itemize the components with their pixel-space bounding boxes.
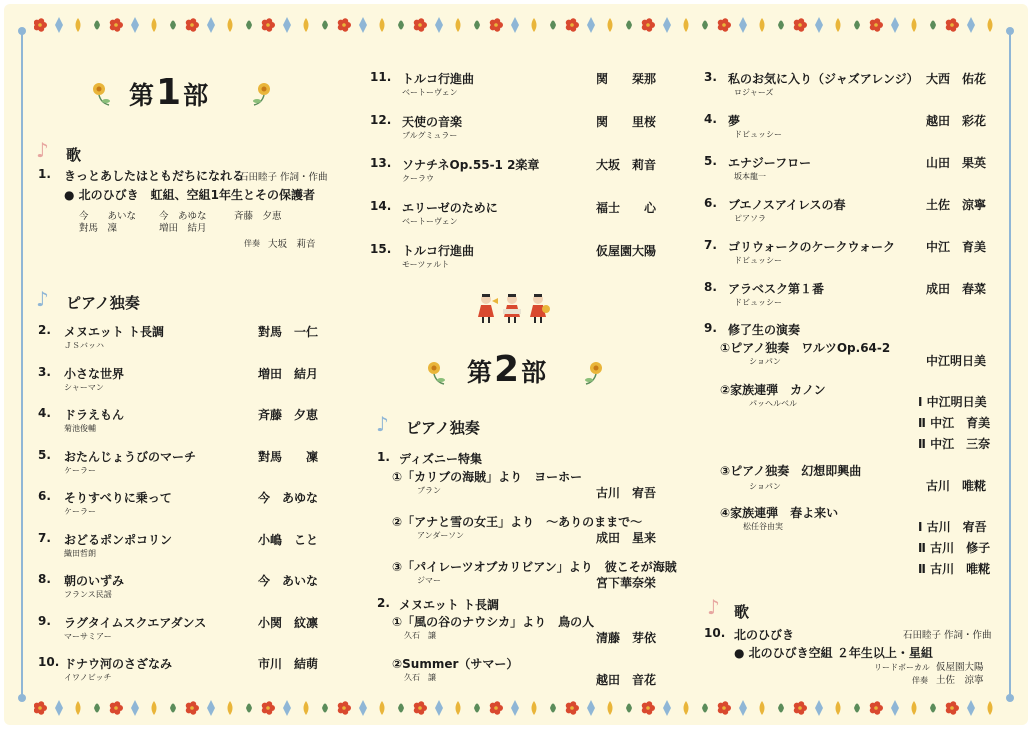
border-motif: [608, 701, 613, 715]
border-motif: [456, 701, 461, 715]
border-motif: [550, 21, 556, 30]
border-motif: [891, 17, 899, 33]
composer: 久石 譲: [404, 631, 436, 640]
right-song-heading: 歌: [734, 603, 750, 621]
border-motif: [490, 701, 503, 715]
border-motif: [532, 701, 537, 715]
marching-band-icon: [472, 287, 556, 331]
grad-number: 9.: [704, 321, 717, 335]
border-motif: [55, 700, 63, 716]
composer: ブラン: [417, 486, 441, 495]
piece-title: 天使の音楽: [402, 115, 463, 129]
border-motif: [207, 700, 215, 716]
flower-icon: [248, 79, 276, 111]
piece-title: 小さな世界: [64, 366, 125, 381]
item-number: 5.: [38, 447, 51, 462]
border-motif: [110, 18, 123, 32]
item-number: 5.: [704, 154, 717, 168]
performer: 斉藤 夕恵: [258, 408, 319, 422]
border-motif: [262, 701, 275, 715]
border-motif: [854, 704, 860, 713]
border-motif: [359, 700, 367, 716]
grad-piece-performer: Ⅰ 中江明日美: [918, 395, 987, 409]
performer: 越田 彩花: [926, 114, 987, 128]
piece-title: ②「アナと雪の女王」より ～ありのままで～: [392, 515, 643, 529]
border-motif: [912, 701, 917, 715]
piece-title: メヌエット ト長調: [64, 325, 164, 339]
border-motif: [930, 704, 936, 713]
border-motif: [912, 18, 917, 32]
border-motif: [152, 18, 157, 32]
grad-piece-title: ④家族連弾 春よ来い: [720, 506, 839, 520]
item-number: 6.: [38, 489, 51, 503]
border-motif: [663, 700, 671, 716]
composer: 織田哲朗: [64, 548, 96, 558]
composer: ロジャーズ: [734, 88, 774, 97]
border-motif: [359, 17, 367, 33]
border-motif: [739, 700, 747, 716]
border-motif: [815, 700, 823, 716]
grad-piece-title: ③ピアノ独奏 幻想即興曲: [720, 464, 862, 478]
piece-title: ゴリウォークのケークウォーク: [728, 240, 896, 254]
music-note-icon: ♪: [376, 412, 389, 436]
piece-title: トルコ行進曲: [402, 244, 475, 258]
border-motif: [398, 704, 404, 713]
border-motif: [702, 704, 708, 713]
performer: 今 あいな: [258, 574, 319, 588]
composer: ベートーヴェン: [402, 217, 458, 226]
composer: 久石 譲: [404, 673, 436, 682]
item-number: 15.: [370, 242, 392, 256]
performer: 福士 心: [596, 201, 657, 215]
performer: 関 里桜: [596, 115, 657, 129]
performer: 市川 結萌: [258, 657, 319, 671]
flower-icon: [580, 358, 608, 390]
border-motif: [152, 701, 157, 715]
grad-piece-performer: Ⅱ 古川 修子: [918, 541, 991, 555]
grad-piece-composer: ショパン: [749, 357, 781, 366]
grad-piece-composer: 松任谷由実: [743, 522, 783, 531]
piece-title: おたんじょうびのマーチ: [64, 449, 197, 464]
border-motif: [663, 17, 671, 33]
performer: 大西 佑花: [926, 72, 987, 86]
item-number: 3.: [704, 70, 717, 84]
performer: 大坂 莉音: [596, 158, 657, 172]
composer: マーサミアー: [64, 631, 112, 641]
border-motif: [760, 701, 765, 715]
grad-piece-performer: Ⅱ 古川 唯糀: [918, 562, 991, 576]
piece-title: そりすべりに乗って: [64, 491, 172, 505]
composer: モーツァルト: [402, 260, 450, 269]
composer: ケーラー: [64, 507, 96, 516]
border-motif: [815, 17, 823, 33]
border-motif: [794, 701, 807, 715]
item-number: 8.: [704, 280, 717, 294]
border-motif: [550, 704, 556, 713]
music-note-icon: ♪: [707, 595, 720, 619]
song-group: ● 北のひびき 虹組、空組1年生とその保護者: [64, 188, 315, 202]
piece-title: ソナチネOp.55-1 2楽章: [402, 158, 540, 172]
performer: 成田 星来: [596, 531, 657, 545]
right-curtain-rod: [1009, 32, 1011, 697]
music-note-icon: ♪: [36, 287, 49, 311]
border-motif: [836, 18, 841, 32]
performer: 土佐 涼寧: [926, 198, 987, 212]
part2-piano-heading: ピアノ独奏: [406, 419, 480, 437]
border-motif: [76, 701, 81, 715]
accomp-label: 伴奏: [244, 239, 260, 248]
border-motif: [170, 704, 176, 713]
border-motif: [398, 21, 404, 30]
composer: ＪＳバッハ: [64, 341, 104, 350]
piece-title: ドナウ河のさざなみ: [64, 657, 173, 671]
member: 對馬 凜: [79, 223, 118, 234]
left-curtain-rod: [21, 32, 23, 697]
song-group: ● 北のひびき空組 ２年生以上・星組: [734, 646, 933, 660]
border-motif: [283, 17, 291, 33]
border-motif: [778, 21, 784, 30]
song-number: 10.: [704, 626, 726, 640]
border-motif: [988, 701, 993, 715]
piece-title: 夢: [728, 114, 741, 128]
flower-icon: [424, 358, 452, 390]
composer: ジマー: [417, 576, 441, 585]
piece-title: ブエノスアイレスの春: [728, 198, 846, 212]
item-number: 4.: [704, 112, 717, 126]
piece-title: ドラえもん: [64, 408, 125, 422]
piece-title: トルコ行進曲: [402, 72, 475, 86]
border-motif: [94, 21, 100, 30]
item-number: 7.: [704, 238, 717, 252]
border-motif: [131, 17, 139, 33]
grad-piece-performer: Ⅰ 古川 宥吾: [918, 520, 987, 534]
song-title: きっとあしたはともだちになれる: [64, 169, 245, 183]
composer: ベートーヴェン: [402, 88, 458, 97]
border-motif: [304, 701, 309, 715]
accomp-name: 大坂 莉音: [268, 239, 316, 250]
item-number: 4.: [38, 406, 51, 420]
disney-number: 1.: [377, 450, 390, 464]
lead-label: リードボーカル: [874, 663, 930, 672]
border-motif: [608, 18, 613, 32]
border-motif: [186, 701, 199, 715]
border-motif: [511, 17, 519, 33]
border-motif: [283, 700, 291, 716]
composer: ピアソラ: [734, 214, 766, 223]
performer: 今 あゆな: [258, 491, 319, 505]
member: 今 あいな: [79, 211, 137, 222]
grad-piece-title: ②家族連弾 カノン: [720, 383, 826, 397]
performer: 古川 宥吾: [596, 486, 657, 500]
border-motif: [414, 18, 427, 32]
item-number: 12.: [370, 113, 392, 127]
border-motif: [304, 18, 309, 32]
composer: ドビュッシー: [734, 256, 782, 265]
member: 今 あゆな: [159, 211, 207, 222]
performer: 山田 果英: [926, 156, 987, 170]
border-motif: [435, 700, 443, 716]
border-motif: [131, 700, 139, 716]
item-number: 7.: [38, 530, 51, 545]
flower-icon: [89, 79, 117, 111]
part2-title: 第2部: [467, 349, 549, 390]
border-motif: [587, 700, 595, 716]
border-motif: [170, 21, 176, 30]
border-motif: [34, 18, 47, 32]
grad-piece-performer: 中江明日美: [926, 354, 987, 368]
border-motif: [338, 701, 351, 715]
composer: 坂本龍一: [734, 172, 766, 181]
disney-title: ディズニー特集: [399, 452, 483, 466]
border-motif: [435, 17, 443, 33]
border-motif: [702, 21, 708, 30]
border-motif: [718, 18, 731, 32]
accomp-name: 土佐 涼寧: [936, 675, 984, 686]
piece-title: アラベスク第１番: [728, 282, 825, 296]
border-motif: [946, 701, 959, 715]
accomp-label: 伴奏: [912, 676, 928, 685]
border-motif: [718, 701, 731, 715]
border-motif: [380, 701, 385, 715]
piece-title: おどるポンポコリン: [64, 532, 173, 547]
piece-title: エナジーフロー: [728, 156, 812, 170]
border-motif: [967, 700, 975, 716]
performer: 関 栞那: [596, 72, 657, 86]
composer: アンダーソン: [417, 531, 465, 540]
border-motif: [322, 704, 328, 713]
grad-piece-composer: パッヘルベル: [749, 399, 797, 408]
performer: 對馬 凜: [258, 449, 319, 464]
border-motif: [490, 18, 503, 32]
border-motif: [930, 21, 936, 30]
border-motif: [626, 704, 632, 713]
grad-piece-title: ①ピアノ独奏 ワルツOp.64-2: [720, 341, 891, 355]
composer: 菊池俊輔: [64, 424, 96, 433]
composer: フランス民謡: [64, 590, 112, 599]
item-number: 14.: [370, 199, 392, 213]
composer: ケーラー: [64, 465, 96, 475]
item-number: 9.: [38, 613, 51, 628]
performer: 清藤 芽依: [596, 631, 657, 645]
border-motif: [566, 18, 579, 32]
border-motif: [854, 21, 860, 30]
border-motif: [228, 18, 233, 32]
border-motif: [967, 17, 975, 33]
border-motif: [456, 18, 461, 32]
song-credit: 石田睦子 作詞・作曲: [903, 630, 992, 641]
performer: 仮屋園大陽: [596, 244, 657, 258]
border-motif: [246, 704, 252, 713]
border-motif: [760, 18, 765, 32]
member: 増田 結月: [159, 223, 207, 234]
border-motif: [626, 21, 632, 30]
item-number: 8.: [38, 572, 51, 586]
item-number: 11.: [370, 70, 392, 84]
music-note-icon: ♪: [36, 138, 49, 162]
border-motif: [380, 18, 385, 32]
piece-title: エリーゼのために: [402, 201, 498, 215]
border-motif: [778, 704, 784, 713]
performer: 宮下華奈栄: [596, 576, 657, 590]
performer: 越田 音花: [596, 673, 657, 687]
top-border-ornament: [34, 14, 998, 36]
grad-title: 修了生の演奏: [728, 323, 801, 337]
border-motif: [338, 18, 351, 32]
composer: クーラウ: [402, 174, 434, 183]
piano-section-heading: ピアノ独奏: [66, 294, 140, 312]
border-motif: [946, 18, 959, 32]
border-motif: [684, 18, 689, 32]
border-motif: [642, 18, 655, 32]
border-motif: [262, 18, 275, 32]
performer: 中江 育美: [926, 240, 987, 254]
border-motif: [474, 21, 480, 30]
border-motif: [794, 18, 807, 32]
grad-piece-performer: Ⅱ 中江 育美: [918, 416, 991, 430]
border-motif: [207, 17, 215, 33]
piece-title: ②Summer（サマー）: [392, 657, 519, 671]
grad-piece-composer: ショパン: [749, 482, 781, 491]
border-motif: [94, 704, 100, 713]
performer: 小関 紋凛: [258, 615, 319, 630]
composer: ブルグミュラー: [402, 131, 458, 140]
border-motif: [76, 18, 81, 32]
minuet-title: メヌエット ト長調: [399, 598, 499, 612]
item-number: 6.: [704, 196, 717, 210]
border-motif: [511, 700, 519, 716]
song-section-heading: 歌: [66, 146, 82, 164]
border-motif: [414, 701, 427, 715]
piece-title: ①「カリブの海賊」より ヨーホー: [392, 470, 583, 484]
border-motif: [186, 18, 199, 32]
border-motif: [642, 701, 655, 715]
item-number: 2.: [38, 323, 51, 337]
border-motif: [110, 701, 123, 715]
song-title: 北のひびき: [734, 628, 795, 642]
border-motif: [836, 701, 841, 715]
performer: 成田 春菜: [926, 282, 987, 296]
minuet-number: 2.: [377, 596, 390, 610]
border-motif: [34, 701, 47, 715]
composer: ドビュッシー: [734, 298, 782, 307]
piece-title: ①「風の谷のナウシカ」より 鳥の人: [392, 615, 595, 629]
border-motif: [246, 21, 252, 30]
border-motif: [988, 18, 993, 32]
piece-title: 朝のいずみ: [64, 574, 125, 588]
border-motif: [474, 704, 480, 713]
piece-title: ③「パイレーツオブカリビアン」より 彼こそが海賊: [392, 560, 677, 574]
border-motif: [870, 701, 883, 715]
program-sheet: [4, 4, 1028, 725]
composer: シャーマン: [64, 382, 104, 392]
piece-title: 私のお気に入り（ジャズアレンジ）: [728, 72, 919, 86]
border-motif: [870, 18, 883, 32]
border-motif: [739, 17, 747, 33]
border-motif: [684, 701, 689, 715]
grad-piece-performer: Ⅱ 中江 三奈: [918, 437, 991, 451]
border-motif: [532, 18, 537, 32]
song-number: 1.: [38, 167, 51, 181]
border-motif: [322, 21, 328, 30]
composer: ドビュッシー: [734, 130, 782, 139]
item-number: 10.: [38, 655, 60, 669]
composer: イワノビッチ: [64, 673, 112, 682]
member: 斉藤 夕恵: [234, 211, 282, 222]
part1-title: 第1部: [129, 72, 211, 113]
border-motif: [587, 17, 595, 33]
item-number: 13.: [370, 156, 392, 170]
bottom-border-ornament: [34, 697, 998, 719]
border-motif: [566, 701, 579, 715]
border-motif: [228, 701, 233, 715]
performer: 小嶋 こと: [258, 532, 319, 547]
piece-title: ラグタイムスクエアダンス: [64, 615, 207, 630]
item-number: 3.: [38, 364, 51, 379]
grad-piece-performer: 古川 唯糀: [926, 479, 987, 493]
border-motif: [891, 700, 899, 716]
lead-name: 仮屋園大陽: [936, 662, 984, 673]
performer: 對馬 一仁: [258, 325, 319, 339]
performer: 増田 結月: [258, 366, 319, 381]
song-credit: 石田睦子 作詞・作曲: [239, 172, 328, 183]
border-motif: [55, 17, 63, 33]
